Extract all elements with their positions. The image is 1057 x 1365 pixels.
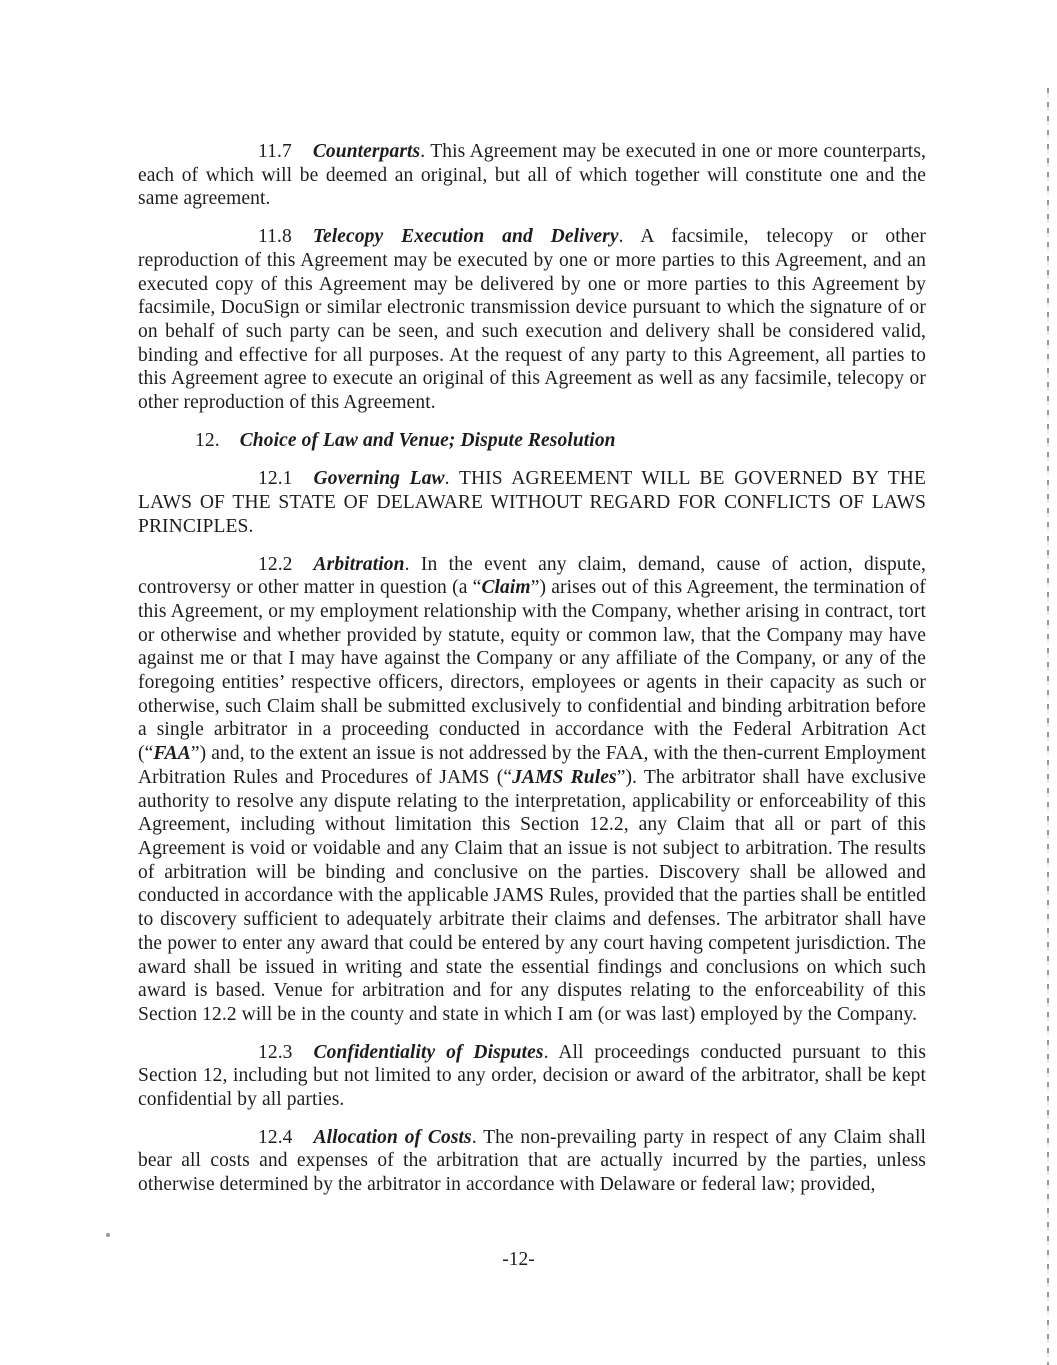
section-body-text: . In the event any claim, demand, cause of action, dispute, controversy or other matter in question (a “ — [138, 553, 926, 599]
section-body-text: . The non-prevailing party in respect of any Claim shall bear all costs and expenses of the arbitration that are actually incurred by the parties, unless otherwise determined by the arbitrator in accordance with Delaware or federal law; provided, — [138, 1126, 926, 1196]
section-number: 12. — [195, 429, 220, 451]
scan-artifact-line — [1047, 88, 1049, 1365]
section-title: Telecopy Execution and Delivery — [312, 226, 619, 248]
page-footer — [0, 1249, 1037, 1271]
section-title: Confidentiality of Disputes — [313, 1041, 544, 1063]
scan-speck — [106, 1233, 110, 1237]
section-paragraph-12-2 — [138, 553, 926, 1027]
section-title: Choice of Law and Venue; Dispute Resolution — [239, 429, 616, 451]
section-title: Counterparts — [312, 141, 421, 162]
section-paragraph-12-3 — [138, 1041, 926, 1112]
defined-term-faa: FAA — [153, 743, 191, 765]
section-heading-12 — [138, 429, 926, 453]
section-title: Allocation of Costs — [313, 1126, 472, 1148]
section-number: 12.4 — [258, 1126, 293, 1148]
section-number: 12.2 — [258, 553, 293, 575]
section-number: 12.3 — [258, 1041, 293, 1063]
defined-term-claim: Claim — [481, 577, 531, 599]
section-number: 11.7 — [258, 141, 292, 162]
section-paragraph-11-8 — [138, 225, 926, 415]
document-body — [138, 140, 926, 1211]
section-title: Arbitration — [313, 553, 405, 575]
section-paragraph-12-1 — [138, 467, 926, 538]
defined-term-jams-rules: JAMS Rules — [512, 766, 617, 788]
section-paragraph-12-4 — [138, 1126, 926, 1197]
section-number: 12.1 — [258, 468, 293, 490]
section-body-text: . THIS AGREEMENT WILL BE GOVERNED BY THE LAWS OF THE STATE OF DELAWARE WITHOUT REGARD FOR CONFLICTS OF LAWS PRINCIPLES. — [138, 468, 926, 537]
section-title: Governing Law — [313, 468, 445, 490]
section-body-text: . A facsimile, telecopy or other reproduction of this Agreement may be executed by one or more parties to this Agreement, and an executed copy of this Agreement may be delivered by one or more parties to this Agreement by facsimile, DocuSign or similar electronic transmission device pursuant to which the signature of or on behalf of such party can be seen, and such execution and delivery shall be considered valid, binding and effective for all purposes. At the request of any party to this Agreement, all parties to this Agreement agree to execute an original of this Agreement as well as any facsimile, telecopy or other reproduction of this Agreement. — [138, 226, 926, 414]
section-body-text: ”). The arbitrator shall have exclusive authority to resolve any dispute relating to the interpretation, applicability or enforceability of this Agreement, including without limitation this Section 12.2, any Claim that all or part of this Agreement is void or voidable and any Claim that an issue is not subject to arbitration. The results of arbitration will be binding and conclusive on the parties. Discovery shall be allowed and conducted in accordance with the applicable JAMS Rules, provided that the parties shall be entitled to discovery sufficient to adequately arbitrate their claims and defenses. The arbitrator shall have the power to enter any award that could be entered by any court having competent jurisdiction. The award shall be issued in writing and state the essential findings and conclusions on which such award is based. Venue for arbitration and for any disputes relating to the enforceability of this Section 12.2 will be in the county and state in which I am (or was last) employed by the Company. — [138, 766, 927, 1025]
section-body-text: . This Agreement may be executed in one or more counterparts, each of which will be deemed an original, but all of which together will constitute one and the same agreement. — [138, 141, 926, 210]
section-number: 11.8 — [258, 226, 292, 248]
section-body-text: . All proceedings conducted pursuant to this Section 12, including but not limited to any order, decision or award of the arbitrator, shall be kept confidential by all parties. — [138, 1041, 927, 1111]
section-paragraph-11-7 — [138, 140, 926, 211]
page-number: -12- — [502, 1249, 535, 1270]
section-body-text: ”) and, to the extent an issue is not addressed by the FAA, with the then-current Employment Arbitration Rules and Procedures of JAMS (“ — [138, 743, 926, 788]
section-body-text: ”) arises out of this Agreement, the termination of this Agreement, or my employment relationship with the Company, whether arising in contract, tort or otherwise and whether provided by statute, equity or common law, that the Company may have against me or that I may have against the Company or any affiliate of the Company, or any of the foregoing entities’ respective officers, directors, employees or agents in their capacity as such or otherwise, such Claim shall be submitted exclusively to confidential and binding arbitration before a single arbitrator in a proceeding conducted in accordance with the Federal Arbitration Act (“ — [138, 577, 926, 765]
